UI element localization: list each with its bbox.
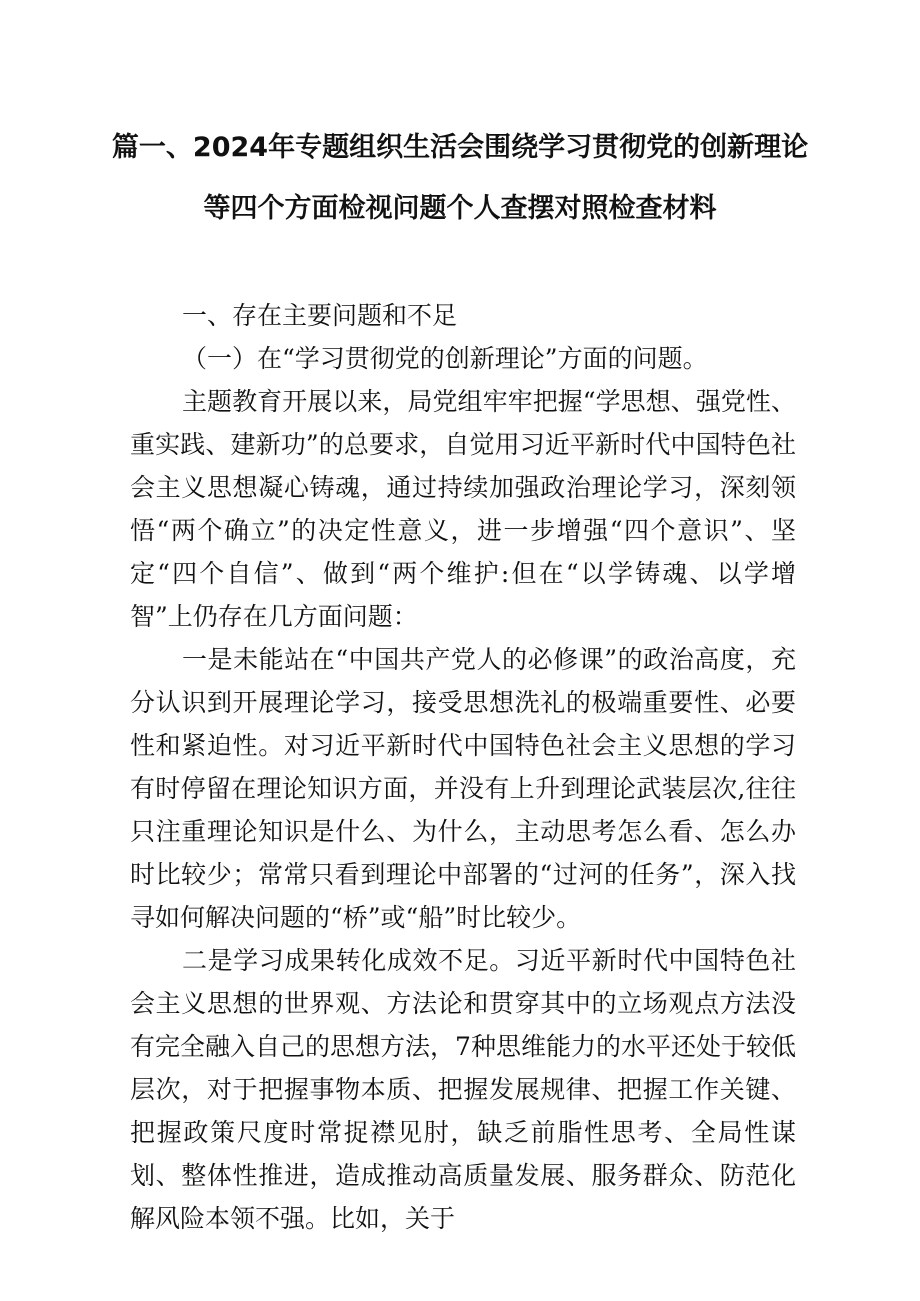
document-title-line-1: 篇一、2024年专题组织生活会围绕学习贯彻党的创新理论 (111, 132, 809, 163)
paragraph: 主题教育开展以来，局党组牢牢把握“学思想、强党性、重实践、建新功”的总要求，自觉用习近平新时代中国特色社会主义思想凝心铸魂，通过持续加强政治理论学习，深刻领悟“两个确立”的决定性意义，进一步增强“四个意识”、坚定“四个自信”、做到“两个维护:但在“以学铸魂、以学增智”上仍存在几方面问题： (130, 387, 796, 631)
subsection-heading: （一）在“学习贯彻党的创新理论”方面的问题。 (182, 344, 708, 373)
document-title-line-2: 等四个方面检视问题个人查摆对照检查材料 (203, 193, 717, 224)
paragraph: 二是学习成果转化成效不足。习近平新时代中国特色社会主义思想的世界观、方法论和贯穿其中的立场观点方法没有完全融入自己的思想方法，7种思维能力的水平还处于较低层次，对于把握事物本质、把握发展规律、把握工作关键、把握政策尺度时常捉襟见肘，缺乏前脂性思考、全局性谋划、整体性推进，造成推动高质量发展、服务群众、防范化解风险本领不强。比如，关于 (130, 946, 796, 1233)
document-body (130, 294, 796, 1240)
paragraph: 一是未能站在“中国共产党人的必修课”的政治高度，充分认识到开展理论学习，接受思想洗礼的极端重要性、必要性和紧迫性。对习近平新时代中国特色社会主义思想的学习有时停留在理论知识方面，并没有上升到理论武装层次,往往只注重理论知识是什么、为什么，主动思考怎么看、怎么办时比较少；常常只看到理论中部署的“过河的任务”，深入找寻如何解决问题的“桥”或“船”时比较少。 (130, 645, 796, 932)
section-heading: 一、存在主要问题和不足 (182, 301, 458, 330)
